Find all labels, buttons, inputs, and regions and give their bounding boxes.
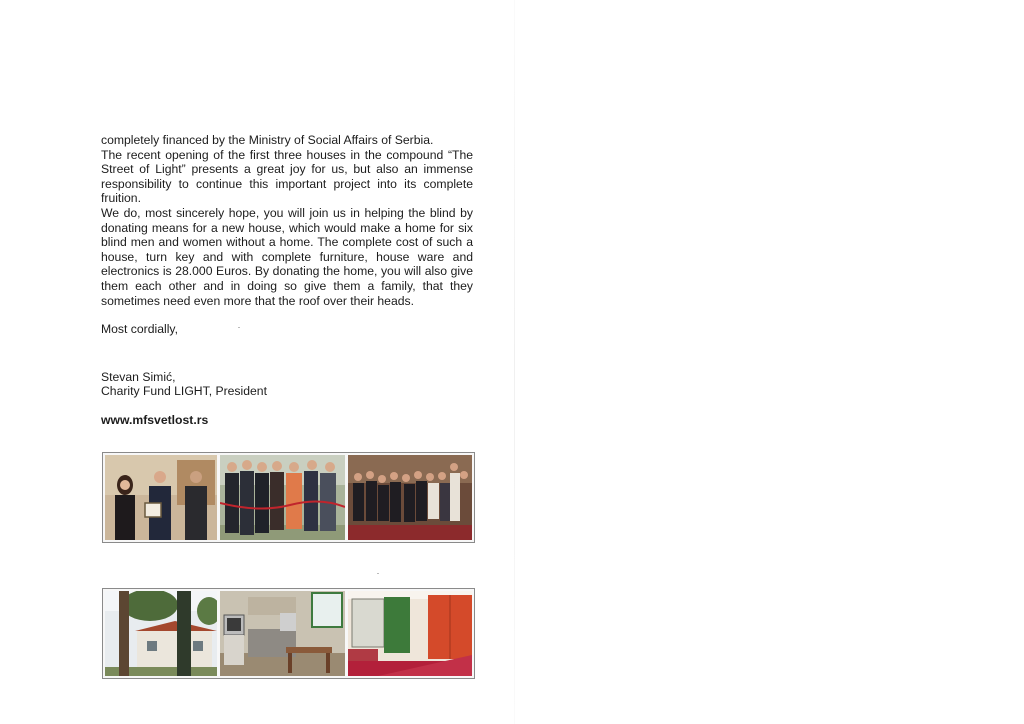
bedroom-photo	[348, 591, 472, 676]
letter-paragraph-2: The recent opening of the first three houses in the compound “The Street of Light” presents a great joy for us, but also an immense responsibility to continue this important project into its complete fruition.	[101, 147, 473, 206]
award-photo	[105, 455, 217, 540]
signer-name: Stevan Simić,	[101, 369, 176, 384]
letter-body	[101, 133, 473, 428]
signer-title: Charity Fund LIGHT, President	[101, 384, 267, 399]
photo-strip-events	[102, 452, 475, 543]
page-fold-line	[514, 0, 515, 724]
audience-photo	[348, 455, 472, 540]
letter-closing: Most cordially,	[101, 322, 178, 337]
photo-strip-houses	[102, 588, 475, 679]
ribbon-cutting-photo	[220, 455, 345, 540]
letter-paragraph-1: completely financed by the Ministry of Social Affairs of Serbia.	[101, 133, 434, 147]
scan-speck	[377, 573, 379, 574]
house-exterior-photo	[105, 591, 217, 676]
letter-paragraph-3: We do, most sincerely hope, you will join us in helping the blind by donating means for a new house, which would make a home for six blind men and women without a home. The complete cost of such a house, turn key and with complete furniture, house ware and electronics is 28.000 Euros. By donating the home, you will also give them each other and in doing so give them a family, that they sometimes need even more that the roof over their heads.	[101, 205, 473, 308]
kitchen-photo	[220, 591, 345, 676]
website-link[interactable]: www.mfsvetlost.rs	[101, 412, 209, 427]
